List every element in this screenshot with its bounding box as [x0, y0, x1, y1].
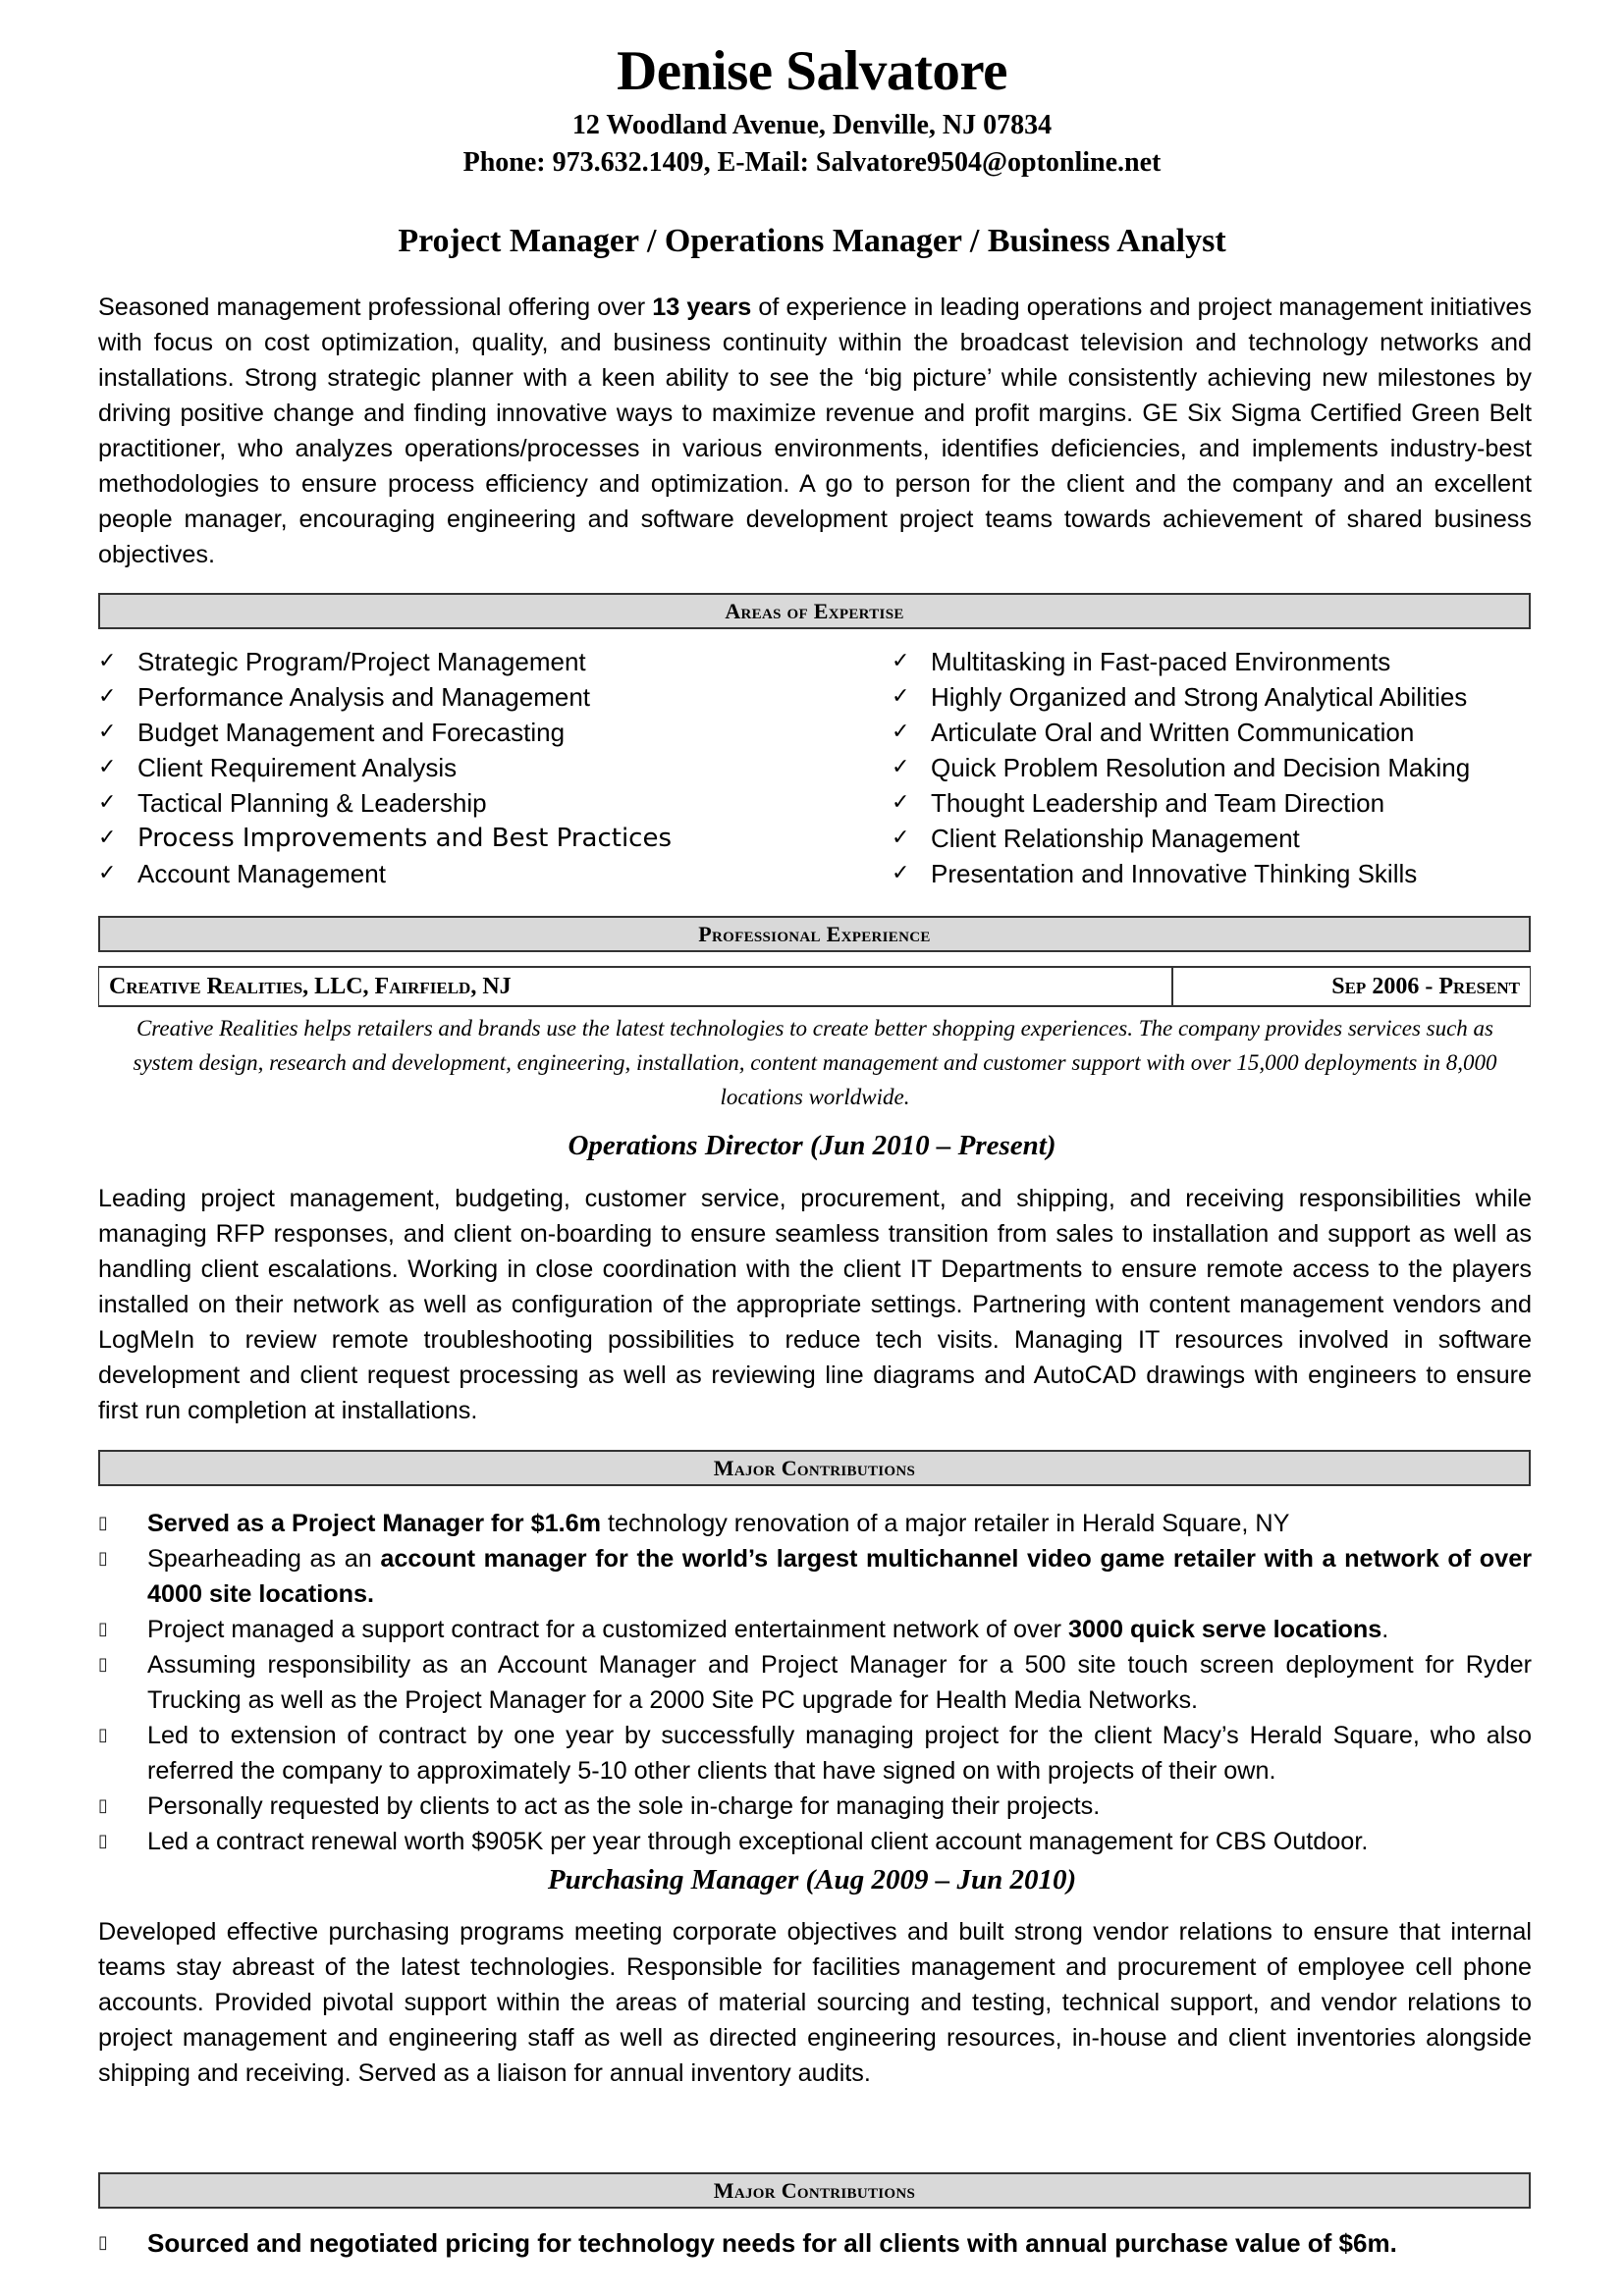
bullet-icon: ▯ [98, 1654, 108, 1675]
contribution-item [98, 1541, 1532, 1612]
expertise-label: Client Relationship Management [931, 824, 1300, 853]
check-icon: ✓ [98, 755, 117, 779]
expertise-item [98, 715, 672, 750]
contribution-item [98, 1647, 1532, 1718]
contribution-text: Sourced and negotiated pricing for technology needs for all clients with annual purchase value of $6m. [147, 2228, 1397, 2258]
expertise-item [892, 856, 1470, 891]
contribution-item [98, 1824, 1532, 1859]
contribution-rest: . [1381, 1616, 1389, 1643]
section-header-experience: Professional Experience [98, 916, 1531, 952]
expertise-item [892, 644, 1470, 679]
role-title-operations-director: Operations Director (Jun 2010 – Present) [568, 1130, 1056, 1161]
expertise-label: Highly Organized and Strong Analytical Abilities [931, 682, 1468, 712]
contributions-list-operations-director [98, 1506, 1532, 1859]
contribution-item [98, 2225, 1532, 2261]
contribution-text: Personally requested by clients to act as the sole in-charge for managing their projects. [147, 1792, 1101, 1820]
contact-info: Phone: 973.632.1409, E-Mail: Salvatore9504@optonline.net [462, 147, 1162, 178]
company-header [98, 966, 1531, 1007]
contribution-item [98, 1506, 1532, 1541]
expertise-item [892, 679, 1470, 715]
expertise-label: Tactical Planning & Leadership [137, 788, 487, 818]
role-description-purchasing-manager: Developed effective purchasing programs meeting corporate objectives and built strong vendor relations to ensure that internal teams stay abreast of the latest technologies. Responsible for facilities management and procurement of employee cell phone accounts. Provided pivotal support within the areas of material sourcing and testing, technical support, and vendor relations to project management and engineering staff as well as directed engineering resources, in-house and client inventories alongside shipping and receiving. Served as a liaison for annual inventory audits. [98, 1918, 1532, 2087]
bullet-icon: ▯ [98, 1548, 108, 1569]
expertise-item [892, 715, 1470, 750]
check-icon: ✓ [892, 826, 910, 850]
expertise-item [892, 750, 1470, 785]
expertise-item [98, 821, 672, 856]
contribution-text [147, 1506, 1532, 1541]
expertise-label: Client Requirement Analysis [137, 753, 458, 782]
contribution-bold: account manager for the world’s largest multichannel video game retailer with a network of over 4000 site locations. [147, 1545, 1532, 1608]
check-icon: ✓ [892, 649, 910, 673]
expertise-label: Budget Management and Forecasting [137, 718, 566, 747]
company-dates: Sep 2006 - Present [1331, 974, 1520, 999]
expertise-item [98, 679, 672, 715]
contribution-rest: Spearheading as an [147, 1545, 381, 1573]
bullet-icon: ▯ [98, 1619, 108, 1639]
contribution-rest: technology renovation of a major retailer in Herald Square, NY [600, 1510, 1290, 1537]
check-icon: ✓ [98, 684, 117, 709]
check-icon: ✓ [98, 649, 117, 673]
expertise-label: Quick Problem Resolution and Decision Making [931, 753, 1471, 782]
section-header-major-contributions: Major Contributions [98, 1450, 1531, 1486]
candidate-name: Denise Salvatore [617, 40, 1007, 102]
contributions-list-purchasing-manager [98, 2225, 1532, 2261]
expertise-list-left [98, 644, 672, 891]
expertise-label: Account Management [137, 859, 386, 888]
expertise-label: Presentation and Innovative Thinking Skills [931, 859, 1418, 888]
expertise-item [98, 856, 672, 891]
check-icon: ✓ [98, 790, 117, 815]
expertise-label: Articulate Oral and Written Communication [931, 718, 1415, 747]
expertise-item [98, 785, 672, 821]
company-name: Creative Realities, LLC, Fairfield, NJ [99, 968, 1173, 1005]
check-icon: ✓ [892, 790, 910, 815]
company-description: Creative Realities helps retailers and brands use the latest technologies to create better shopping experiences. The company provides services such as system design, research and development, engineering, installation, content management and customer support with over 15,000 deployments in 8,000 locations worldwide. [133, 1016, 1497, 1109]
contribution-text: Assuming responsibility as an Account Manager and Project Manager for a 500 site touch screen deployment for Ryder Trucking as well as the Project Manager for a 2000 Site PC upgrade for Health Media Networks. [147, 1651, 1532, 1714]
summary-years: 13 years [652, 294, 752, 321]
expertise-label: Strategic Program/Project Management [137, 647, 586, 676]
expertise-label: Thought Leadership and Team Direction [931, 788, 1385, 818]
check-icon: ✓ [98, 826, 117, 850]
professional-headline: Project Manager / Operations Manager / Business Analyst [398, 223, 1226, 259]
expertise-label: Multitasking in Fast-paced Environments [931, 647, 1391, 676]
bullet-icon: ▯ [98, 2232, 108, 2253]
bullet-icon: ▯ [98, 1831, 108, 1851]
expertise-label: Performance Analysis and Management [137, 682, 591, 712]
check-icon: ✓ [98, 720, 117, 744]
check-icon: ✓ [98, 861, 117, 885]
contribution-text: Led a contract renewal worth $905K per year through exceptional client account management for CBS Outdoor. [147, 1828, 1369, 1855]
contribution-text: Led to extension of contract by one year by successfully managing project for the client Macy’s Herald Square, who also referred the company to approximately 5-10 other clients that have signed on with projects of their own. [147, 1722, 1532, 1785]
contribution-item [98, 1789, 1532, 1824]
check-icon: ✓ [892, 755, 910, 779]
check-icon: ✓ [892, 684, 910, 709]
bullet-icon: ▯ [98, 1725, 108, 1745]
role-title-purchasing-manager: Purchasing Manager (Aug 2009 – Jun 2010) [547, 1864, 1077, 1896]
expertise-item [892, 785, 1470, 821]
role-description-operations-director: Leading project management, budgeting, customer service, procurement, and shipping, and receiving responsibilities while managing RFP responses, and client on-boarding to ensure seamless transition from sales to installation and support as well as handling client escalations. Working in close coordination with the client IT Departments to ensure remote access to the players installed on their network as well as configuration of the appropriate settings. Partnering with content management vendors and LogMeIn to review remote troubleshooting possibilities to reduce tech visits. Managing IT resources involved in software development and client request processing as well as reviewing line diagrams and AutoCAD drawings with engineers to ensure first run completion at installations. [98, 1185, 1532, 1424]
expertise-item [98, 750, 672, 785]
contribution-rest: Project managed a support contract for a customized entertainment network of over [147, 1616, 1069, 1643]
expertise-item [98, 644, 672, 679]
contribution-text [147, 1612, 1532, 1647]
contribution-bold: Served as a Project Manager for $1.6m [147, 1510, 601, 1537]
contribution-bold: 3000 quick serve locations [1068, 1616, 1382, 1643]
contribution-item [98, 1612, 1532, 1647]
expertise-label: Process Improvements and Best Practices [137, 824, 673, 853]
expertise-list-right [892, 644, 1470, 891]
summary-text: of experience in leading operations and project management initiatives with focus on cost optimization, quality, and business continuity within the broadcast television and technology networks and installations. Strong strategic planner with a keen ability to see the ‘big picture’ while consistently achieving new milestones by driving positive change and finding innovative ways to maximize revenue and profit margins. GE Six Sigma Certified Green Belt practitioner, who analyzes operations/processes in various environments, identifies deficiencies, and implements industry-best methodologies to ensure process efficiency and optimization. A go to person for the client and the company and an excellent people manager, encouraging engineering and software development project teams towards achievement of shared business objectives. [98, 294, 1532, 568]
bullet-icon: ▯ [98, 1513, 108, 1533]
summary-paragraph [98, 290, 1532, 572]
summary-text: Seasoned management professional offering over [98, 294, 653, 321]
bullet-icon: ▯ [98, 1795, 108, 1816]
expertise-item [892, 821, 1470, 856]
check-icon: ✓ [892, 720, 910, 744]
contribution-text [147, 1541, 1532, 1612]
check-icon: ✓ [892, 861, 910, 885]
address: 12 Woodland Avenue, Denville, NJ 07834 [571, 110, 1053, 140]
section-header-expertise: Areas of Expertise [98, 593, 1531, 629]
contribution-item [98, 1718, 1532, 1789]
section-header-major-contributions: Major Contributions [98, 2172, 1531, 2209]
